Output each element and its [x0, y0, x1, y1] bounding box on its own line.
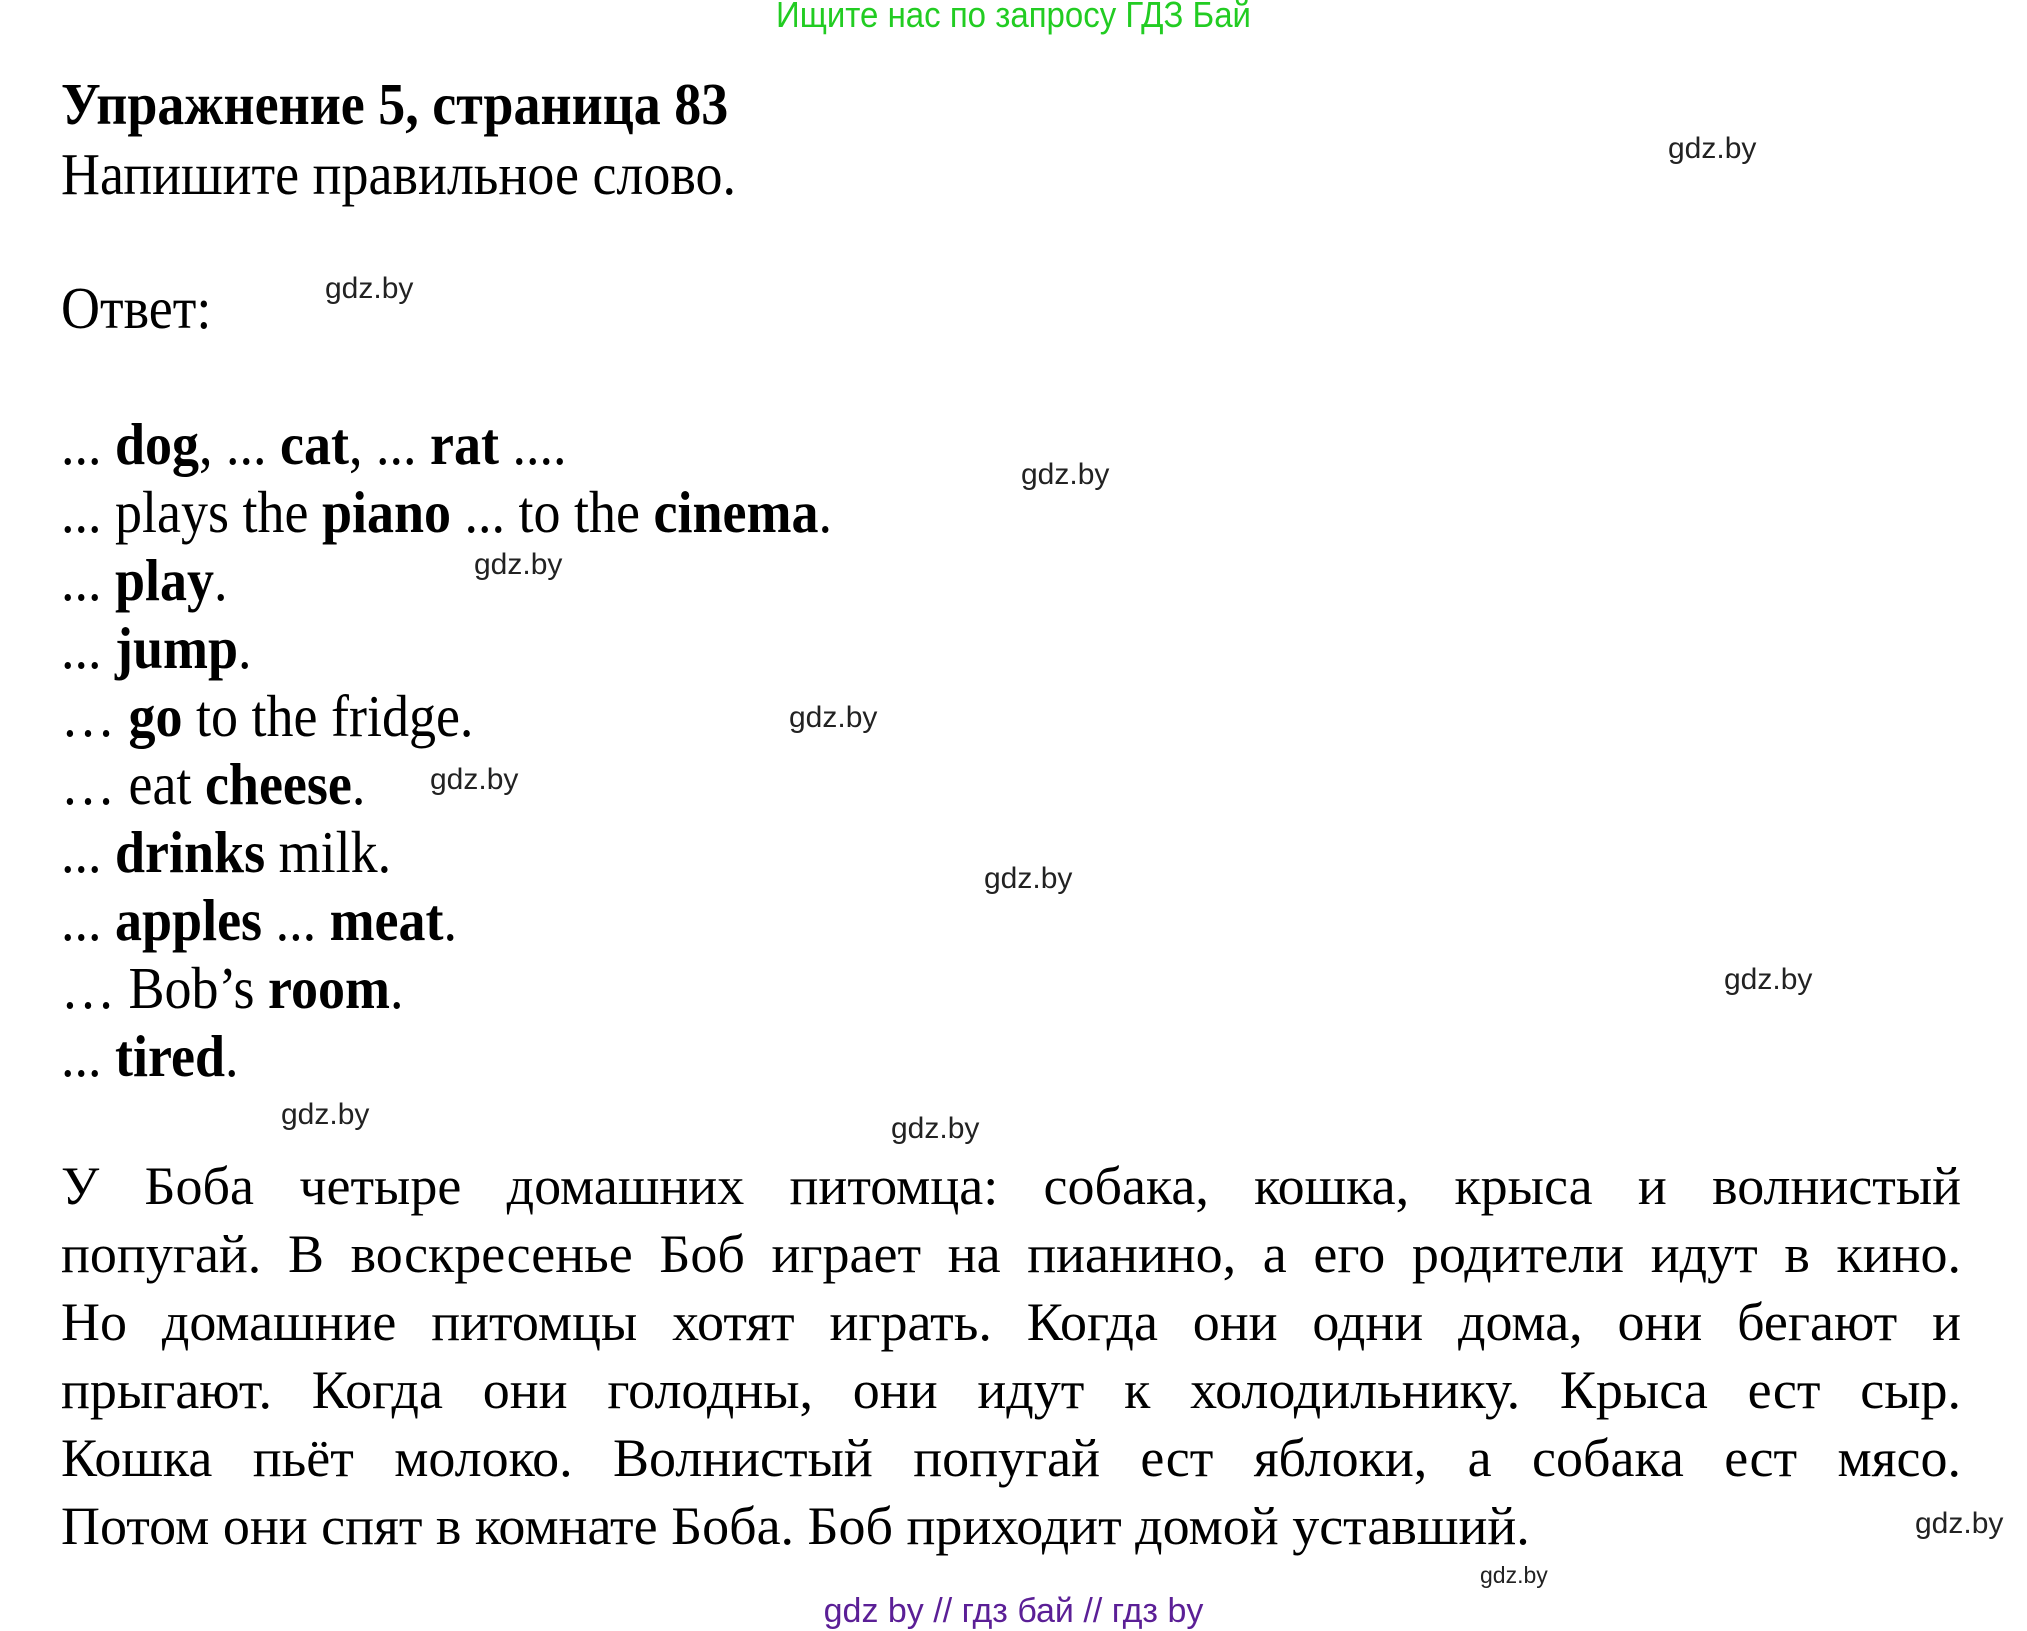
paragraph-line: Кошка пьёт молоко. Волнистый попугай ест яблоки, а собака ест мясо. — [61, 1428, 1961, 1488]
watermark: gdz.by — [430, 763, 519, 796]
answer-text: ... — [262, 887, 330, 954]
watermark: gdz.by — [325, 272, 414, 305]
answer-line — [61, 886, 457, 954]
paragraph-line: попугай. В воскресенье Боб играет на пианино, а его родители идут в кино. — [61, 1224, 1961, 1284]
answer-text: , ... — [199, 411, 281, 478]
translation-paragraph — [61, 1152, 1961, 1560]
answer-text: . — [238, 615, 252, 682]
answer-text: , ... — [349, 411, 430, 478]
answer-label: Ответ: — [61, 275, 212, 342]
answer-line — [61, 410, 566, 478]
answer-word: rat — [430, 411, 499, 478]
promo-banner[interactable]: Ищите нас по запросу ГДЗ Бай — [776, 0, 1251, 35]
watermark: gdz.by — [1021, 458, 1110, 491]
answer-word: cheese — [204, 751, 352, 818]
answer-text: . — [224, 1023, 239, 1090]
answer-word: drinks — [115, 819, 266, 886]
answer-word: cat — [280, 411, 349, 478]
answer-word: cinema — [653, 479, 819, 546]
answer-line — [61, 614, 252, 682]
answer-line — [61, 750, 365, 818]
answer-word: meat — [329, 887, 444, 954]
answer-text: . — [818, 479, 832, 546]
watermark: gdz.by — [1915, 1507, 2004, 1540]
answer-line — [61, 1022, 238, 1090]
answer-word: go — [128, 683, 183, 750]
answer-word: tired — [115, 1023, 225, 1090]
paragraph-line: прыгают. Когда они голодны, они идут к холодильнику. Крыса ест сыр. — [61, 1360, 1961, 1420]
answer-text: ... — [61, 615, 115, 682]
answer-text: . — [214, 547, 228, 614]
answer-text: ... — [61, 411, 115, 478]
watermark: gdz.by — [891, 1112, 980, 1145]
paragraph-line: Потом они спят в комнате Боба. Боб приходит домой уставший. — [61, 1496, 1530, 1556]
answer-line — [61, 954, 404, 1022]
answer-text: ... — [61, 547, 115, 614]
answer-text: . — [351, 751, 366, 818]
answer-text: … — [61, 683, 129, 750]
instruction: Напишите правильное слово. — [61, 141, 736, 208]
answer-word: room — [268, 955, 391, 1022]
answer-word: play — [115, 547, 215, 614]
watermark: gdz.by — [1724, 963, 1813, 996]
watermark: gdz.by — [474, 548, 563, 581]
answer-text: … eat — [61, 751, 205, 818]
exercise-title: Упражнение 5, страница 83 — [61, 71, 729, 138]
answer-line — [61, 818, 391, 886]
answer-word: dog — [115, 411, 200, 478]
answer-text: ... plays the — [61, 479, 322, 546]
footer-links[interactable]: gdz by // гдз бай // гдз by — [823, 1592, 1204, 1630]
answer-word: apples — [115, 887, 263, 954]
answer-line — [61, 478, 832, 546]
answer-text: ... — [61, 887, 115, 954]
answer-text: milk. — [265, 819, 392, 886]
paragraph-line: Но домашние питомцы хотят играть. Когда они одни дома, они бегают и — [61, 1292, 1961, 1352]
watermark: gdz.by — [984, 862, 1073, 895]
paragraph-line: У Боба четыре домашних питомца: собака, кошка, крыса и волнистый — [61, 1156, 1961, 1216]
watermark: gdz.by — [1668, 132, 1757, 165]
watermark: gdz.by — [1480, 1562, 1548, 1588]
answer-word: piano — [321, 479, 452, 546]
answer-text: ... — [61, 1023, 115, 1090]
answer-text: .... — [498, 411, 567, 478]
answer-line — [61, 546, 228, 614]
watermark: gdz.by — [281, 1098, 370, 1131]
answer-text: to the fridge. — [182, 683, 474, 750]
answer-word: jump — [115, 615, 239, 682]
answer-text: … Bob’s — [61, 955, 269, 1022]
answer-text: ... to the — [451, 479, 654, 546]
answer-text: . — [443, 887, 457, 954]
answer-line — [61, 682, 473, 750]
answer-text: . — [390, 955, 404, 1022]
answer-text: ... — [61, 819, 115, 886]
watermark: gdz.by — [789, 701, 878, 734]
